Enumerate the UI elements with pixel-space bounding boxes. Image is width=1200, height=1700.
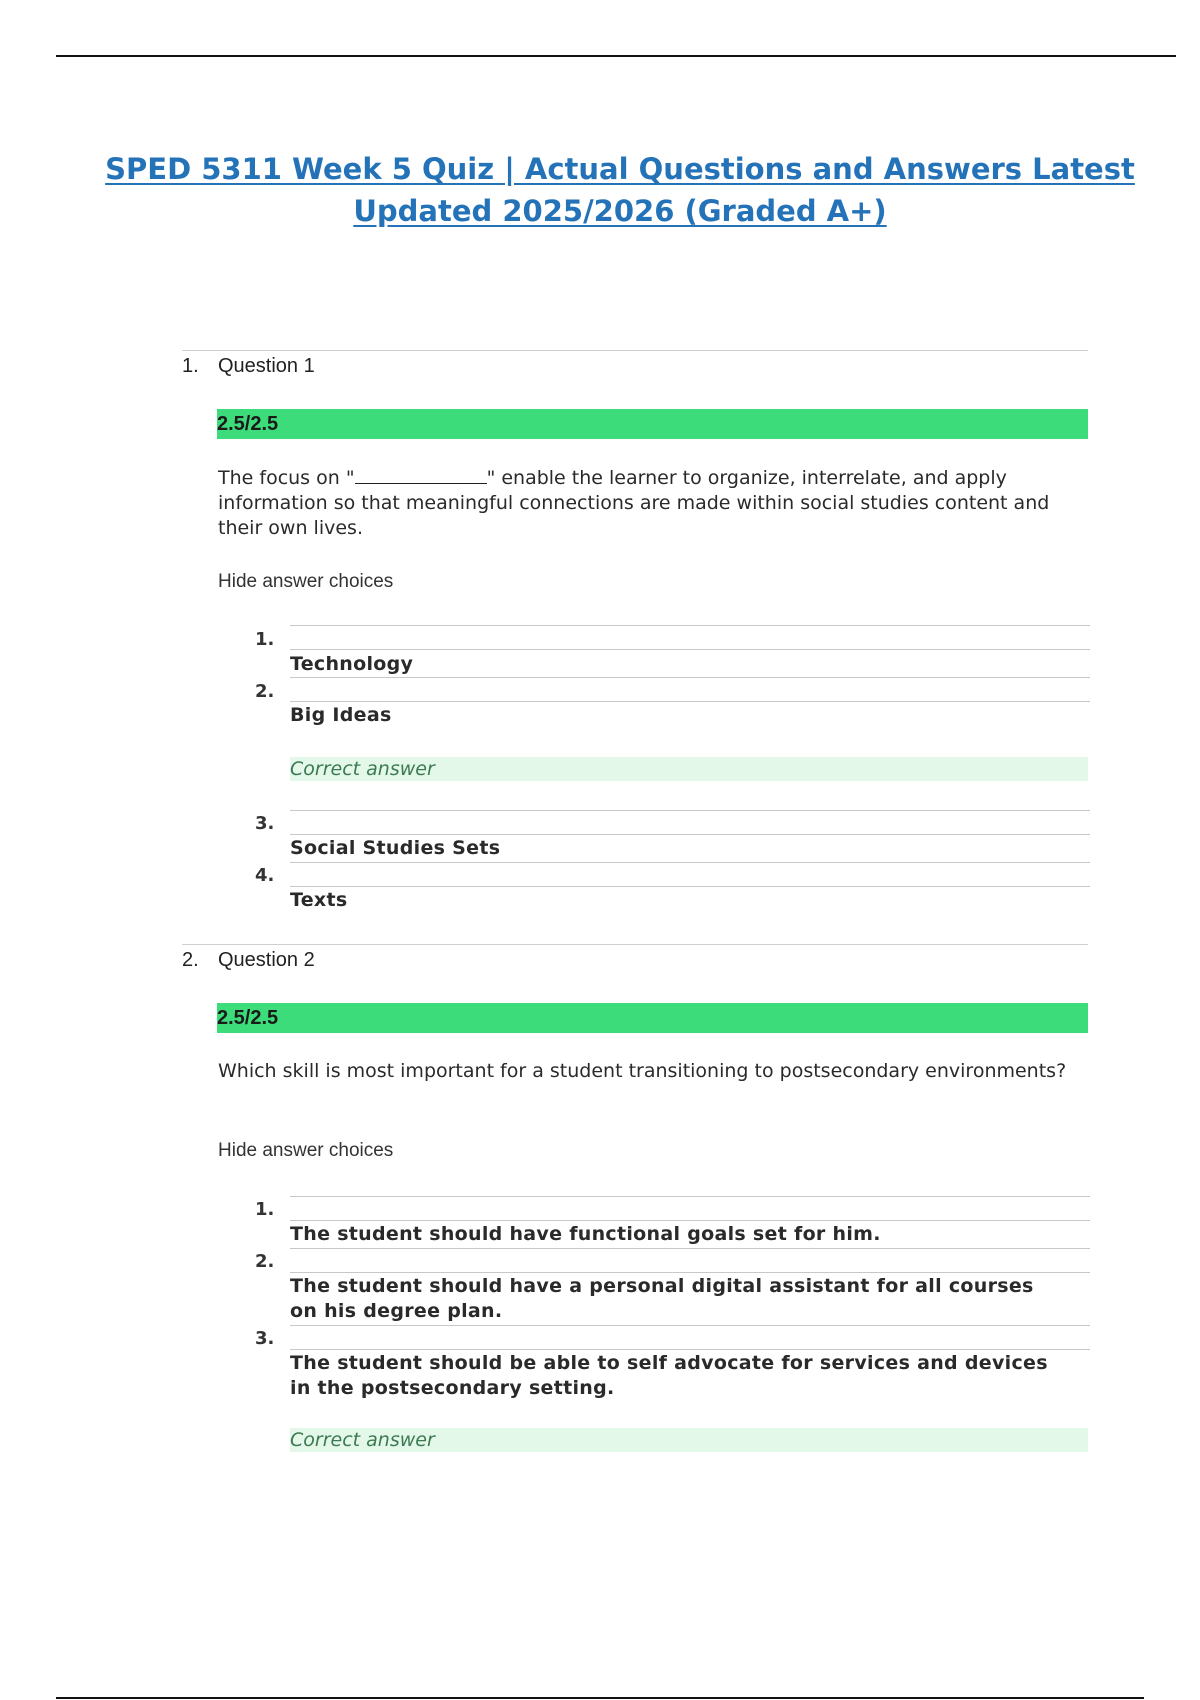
correct-answer-badge: Correct answer bbox=[290, 757, 1088, 781]
question-number: 2. bbox=[182, 949, 199, 971]
question-1-text bbox=[218, 465, 1078, 541]
option-divider bbox=[290, 1325, 1090, 1326]
footer-rule bbox=[56, 1697, 1144, 1699]
option-divider bbox=[290, 677, 1090, 678]
option-number: 4. bbox=[255, 865, 275, 886]
option-divider bbox=[290, 886, 1090, 887]
answer-option: Technology bbox=[290, 653, 414, 675]
answer-option: The student should have functional goals set for him. bbox=[290, 1223, 881, 1245]
question-text-before: The focus on " bbox=[218, 467, 355, 489]
hide-answer-choices-link[interactable]: Hide answer choices bbox=[218, 571, 394, 592]
header-rule bbox=[56, 55, 1176, 57]
hide-answer-choices-link[interactable]: Hide answer choices bbox=[218, 1140, 394, 1161]
score-value: 2.5/2.5 bbox=[217, 1007, 279, 1029]
question-1-header bbox=[182, 355, 315, 378]
fill-in-blank bbox=[355, 465, 487, 484]
score-bar bbox=[217, 1003, 1088, 1033]
score-value: 2.5/2.5 bbox=[217, 413, 279, 435]
score-bar bbox=[217, 409, 1088, 439]
title-line-1[interactable]: SPED 5311 Week 5 Quiz | Actual Questions and Answers Latest bbox=[105, 152, 1135, 186]
question-label: Question 1 bbox=[218, 355, 315, 377]
option-divider bbox=[290, 625, 1090, 626]
option-divider bbox=[290, 810, 1090, 811]
option-number: 3. bbox=[255, 813, 275, 834]
question-text-after: " enable the learner to organize, interrelate, and apply information so that meaningful connections are made within social studies content and their own lives. bbox=[218, 467, 1050, 539]
answer-option-correct: The student should be able to self advocate for services and devices in the postsecondary setting. bbox=[290, 1352, 1048, 1399]
correct-answer-badge: Correct answer bbox=[290, 1428, 1088, 1452]
answer-option: Social Studies Sets bbox=[290, 837, 501, 859]
option-divider bbox=[290, 1248, 1090, 1249]
option-divider bbox=[290, 862, 1090, 863]
option-divider bbox=[290, 1272, 1090, 1273]
option-divider bbox=[290, 701, 1090, 702]
answer-option: The student should have a personal digital assistant for all courses on his degree plan. bbox=[290, 1275, 1034, 1322]
option-divider bbox=[290, 1349, 1090, 1350]
option-number: 3. bbox=[255, 1328, 275, 1349]
option-number: 1. bbox=[255, 1199, 275, 1220]
option-divider bbox=[290, 1196, 1090, 1197]
option-number: 2. bbox=[255, 1251, 275, 1272]
answer-option-correct: Big Ideas bbox=[290, 704, 392, 726]
document-title[interactable] bbox=[100, 148, 1140, 232]
option-divider bbox=[290, 649, 1090, 650]
question-divider bbox=[182, 350, 1088, 351]
option-number: 2. bbox=[255, 681, 275, 702]
question-divider bbox=[182, 944, 1088, 945]
title-line-2[interactable]: Updated 2025/2026 (Graded A+) bbox=[353, 194, 887, 228]
answer-option: Texts bbox=[290, 889, 348, 911]
question-label: Question 2 bbox=[218, 949, 315, 971]
question-2-text: Which skill is most important for a student transitioning to postsecondary environments? bbox=[218, 1060, 1067, 1082]
option-divider bbox=[290, 1220, 1090, 1221]
question-2-header bbox=[182, 949, 315, 972]
option-divider bbox=[290, 834, 1090, 835]
question-number: 1. bbox=[182, 355, 199, 377]
option-number: 1. bbox=[255, 629, 275, 650]
